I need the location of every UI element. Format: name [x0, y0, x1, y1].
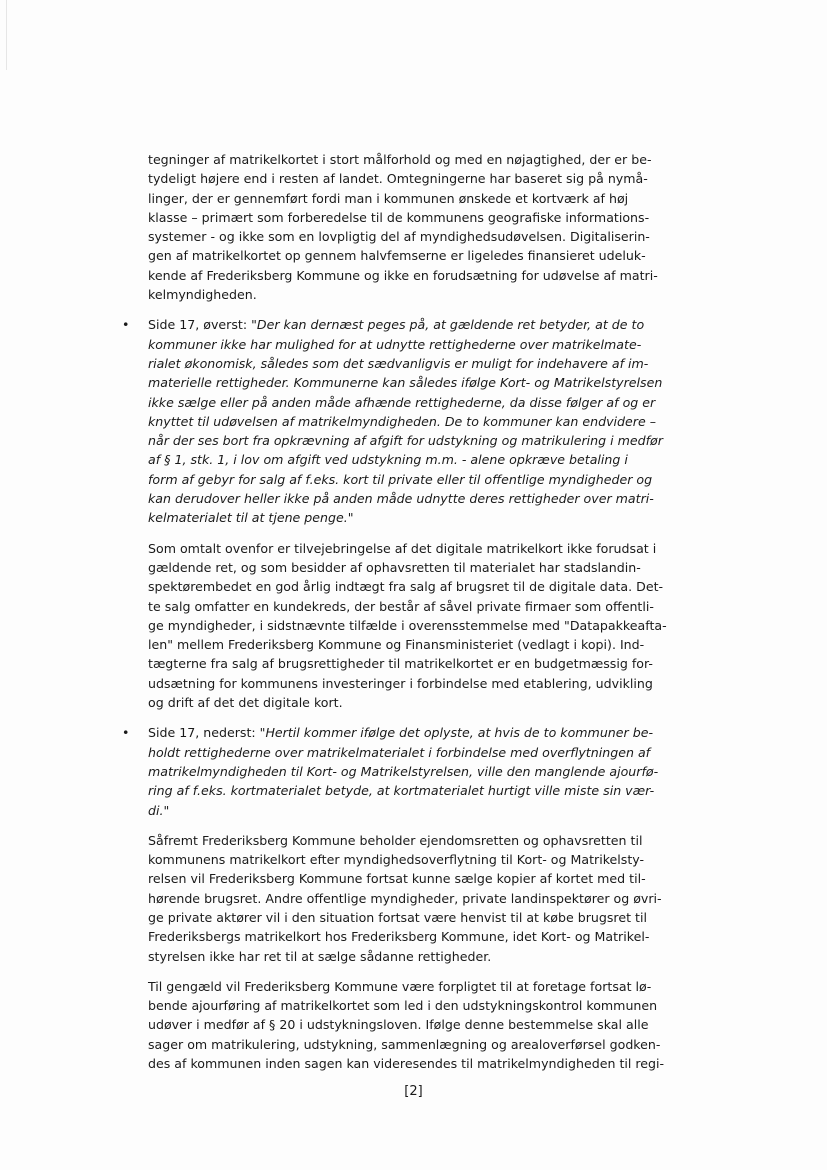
quote-line: knyttet til udøvelsen af matrikelmyndigheden. De to kommuner kan endvidere – [148, 413, 657, 429]
quote-text: "Der kan dernæst peges på, at gældende ret betyder, at de to [251, 317, 645, 333]
text-line: tegninger af matrikelkortet i stort målforhold og med en nøjagtighed, der er be- [148, 152, 652, 167]
text-line: udsætning for kommunens investeringer i forbindelse med etablering, udvikling [148, 675, 653, 691]
quote-line: kommuner ikke har mulighed for at udnytte rettighederne over matrikelmate- [148, 336, 642, 352]
text-line: ge myndigheder, i sidstnævnte tilfælde i overensstemmelse med "Datapakkeafta- [148, 617, 667, 633]
paragraph [148, 150, 703, 304]
quote-line: form af gebyr for salg af f.eks. kort til private eller til offentlige myndigheder og [148, 471, 653, 487]
text-line: kelmyndigheden. [148, 287, 257, 303]
paragraph [148, 977, 703, 1073]
text-line: klasse – primært som forberedelse til de kommunens geografiske informations- [148, 209, 650, 225]
text-line: des af kommunen inden sagen kan videresendes til matrikelmyndigheden til regi- [148, 1056, 665, 1072]
paragraph [148, 539, 703, 713]
text-line: bende ajourføring af matrikelkortet som led i den udstykningskontrol kommunen [148, 998, 658, 1014]
text-line: tægterne fra salg af brugsrettigheder til matrikelkortet er en budgetmæssig for- [148, 656, 653, 672]
bullet-item [122, 315, 703, 527]
text-line: gældende ret, og som besidder af ophavsretten til materialet har stadslandin- [148, 559, 641, 575]
text-line: tydeligt højere end i resten af landet. Omtegningerne har baseret sig på nymå- [148, 171, 648, 187]
text-line: spektørembedet en god årlig indtægt fra salg af brugsret til de digitale data. Det- [148, 579, 664, 595]
text-line: te salg omfatter en kundekreds, der består af såvel private firmaer som offentli- [148, 598, 654, 614]
text-line: styrelsen ikke har ret til at sælge sådanne rettigheder. [148, 948, 492, 964]
text-line: linger, der er gennemført fordi man i kommunen ønskede et kortværk af høj [148, 190, 629, 206]
page-edge-shadow [6, 0, 7, 70]
quote-line: holdt rettighederne over matrikelmaterialet i forbindelse med overflytningen af [148, 744, 651, 760]
text-line [148, 723, 703, 742]
text-line: gen af matrikelkortet op gennem halvfemserne er ligeledes finansieret udeluk- [148, 248, 646, 264]
quote-line: kelmaterialet til at tjene penge." [148, 510, 354, 526]
text-line: Til gengæld vil Frederiksberg Kommune være forpligtet til at foretage fortsat lø- [148, 978, 652, 994]
text-line: hørende brugsret. Andre offentlige myndigheder, private landinspektører og øvri- [148, 890, 662, 906]
text-line: sager om matrikulering, udstykning, sammenlægning og arealoverførsel godken- [148, 1036, 661, 1052]
document-body [122, 150, 703, 1084]
page-number: [2] [404, 1084, 423, 1099]
text-line: ge private aktører vil i den situation fortsat være henvist til at købe brugsret til [148, 909, 647, 925]
text-line: udøver i medfør af § 20 i udstykningsloven. Ifølge denne bestemmelse skal alle [148, 1017, 649, 1033]
quote-line: ring af f.eks. kortmaterialet betyde, at kortmaterialet hurtigt ville miste sin vær- [148, 783, 655, 799]
text-line: Som omtalt ovenfor er tilvejebringelse af det digitale matrikelkort ikke forudsat i [148, 540, 657, 556]
text-line: Frederiksbergs matrikelkort hos Frederiksberg Kommune, idet Kort- og Matrikel- [148, 929, 650, 945]
bullet-marker: • [122, 725, 130, 741]
quote-line: ikke sælge eller på anden måde afhænde rettighederne, da disse følger af og er [148, 394, 656, 410]
quote-line: rialet økonomisk, således som det sædvanligvis er muligt for indehavere af im- [148, 355, 649, 371]
text-line: kende af Frederiksberg Kommune og ikke en forudsætning for udøvelse af matri- [148, 267, 658, 283]
quote-line: når der ses bort fra opkrævning af afgift for udstykning og matrikulering i medfør [148, 433, 663, 449]
quote-line: kan derudover heller ikke på anden måde udnytte deres rettigheder over matri- [148, 491, 654, 507]
text-line: kommunens matrikelkort efter myndighedsoverflytning til Kort- og Matrikelsty- [148, 852, 645, 868]
text-line: len" mellem Frederiksberg Kommune og Finansministeriet (vedlagt i kopi). Ind- [148, 637, 645, 653]
quote-line: matrikelmyndigheden til Kort- og Matrikelstyrelsen, ville den manglende ajourfø- [148, 763, 659, 779]
bullet-prefix: Side 17, øverst: [148, 317, 252, 333]
quote-line: materielle rettigheder. Kommunerne kan således ifølge Kort- og Matrikelstyrelsen [148, 375, 663, 391]
text-line: og drift af det det digitale kort. [148, 695, 343, 711]
bullet-prefix: Side 17, nederst: [148, 725, 260, 741]
text-line: Såfremt Frederiksberg Kommune beholder ejendomsretten og ophavsretten til [148, 832, 643, 848]
bullet-item [122, 723, 703, 819]
bullet-marker: • [122, 317, 130, 333]
text-line: systemer - og ikke som en lovpligtig del af myndighedsudøvelsen. Digitaliserin- [148, 229, 650, 245]
text-line [148, 315, 703, 334]
quote-line: di." [148, 802, 170, 818]
quote-line: af § 1, stk. 1, i lov om afgift ved udstykning m.m. - alene opkræve betaling i [148, 452, 628, 468]
paragraph [148, 831, 703, 966]
text-line: relsen vil Frederiksberg Kommune fortsat kunne sælge kopier af kortet med til- [148, 871, 646, 887]
quote-text: "Hertil kommer ifølge det oplyste, at hvis de to kommuner be- [259, 725, 653, 741]
